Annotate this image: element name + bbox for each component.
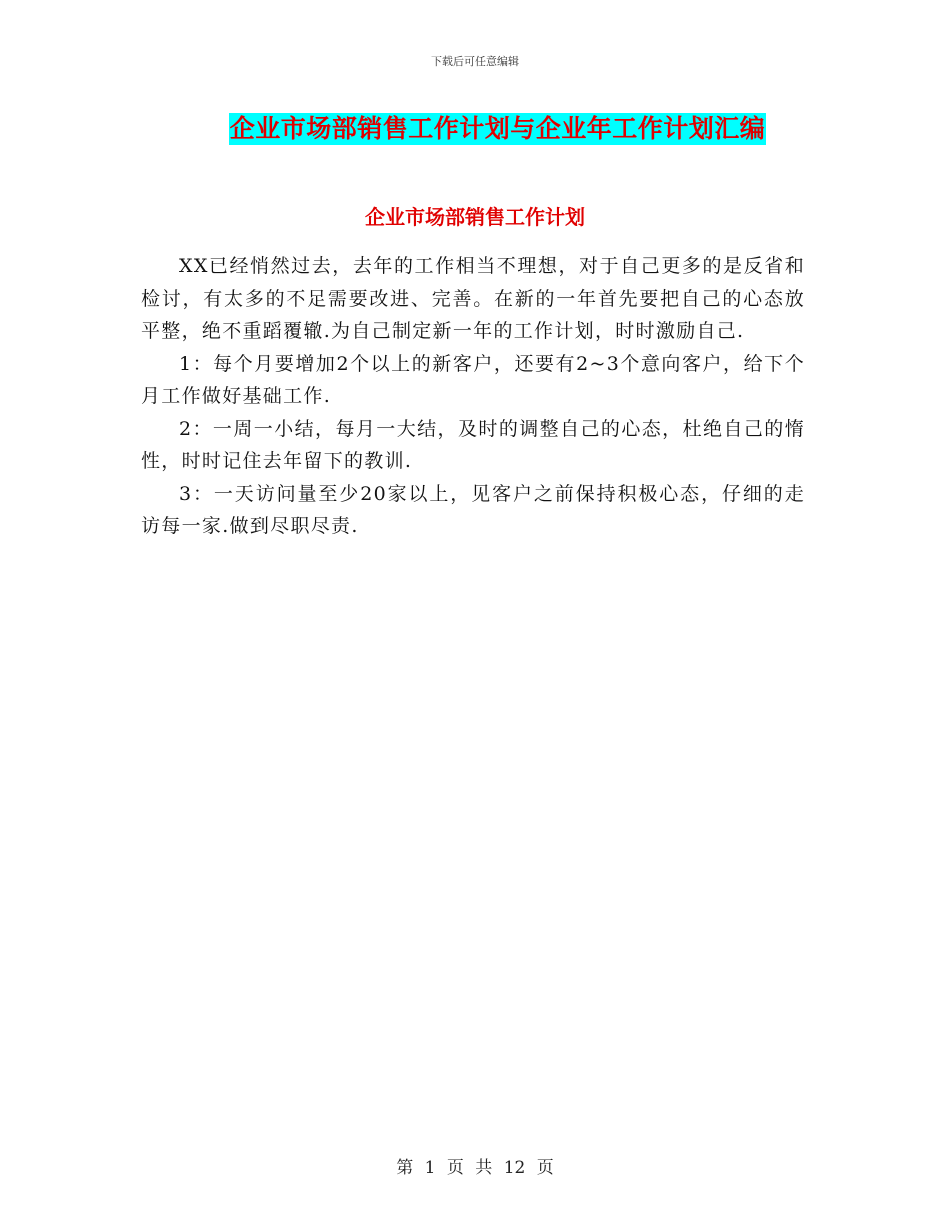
document-body <box>141 250 805 543</box>
section-title: 企业市场部销售工作计划 <box>365 205 585 229</box>
header-note: 下载后可任意编辑 <box>431 55 519 68</box>
main-title: 企业市场部销售工作计划与企业年工作计划汇编 <box>229 114 766 143</box>
paragraph-item-1: 1：每个月要增加2个以上的新客户，还要有2~3个意向客户，给下个月工作做好基础工作. <box>141 352 805 407</box>
page-footer: 第 1 页 共 12 页 <box>396 1158 554 1178</box>
paragraph-item-2: 2：一周一小结，每月一大结，及时的调整自己的心态，杜绝自己的惰性，时时记住去年留下的教训. <box>141 417 805 472</box>
paragraph-intro: XX已经悄然过去，去年的工作相当不理想，对于自己更多的是反省和检讨，有太多的不足需要改进、完善。在新的一年首先要把自己的心态放平整，绝不重蹈覆辙.为自己制定新一年的工作计划，时时激励自己. <box>141 255 805 342</box>
main-title-container <box>0 113 950 145</box>
paragraph-item-3: 3：一天访问量至少20家以上，见客户之前保持积极心态，仔细的走访每一家.做到尽职尽责. <box>141 482 805 537</box>
